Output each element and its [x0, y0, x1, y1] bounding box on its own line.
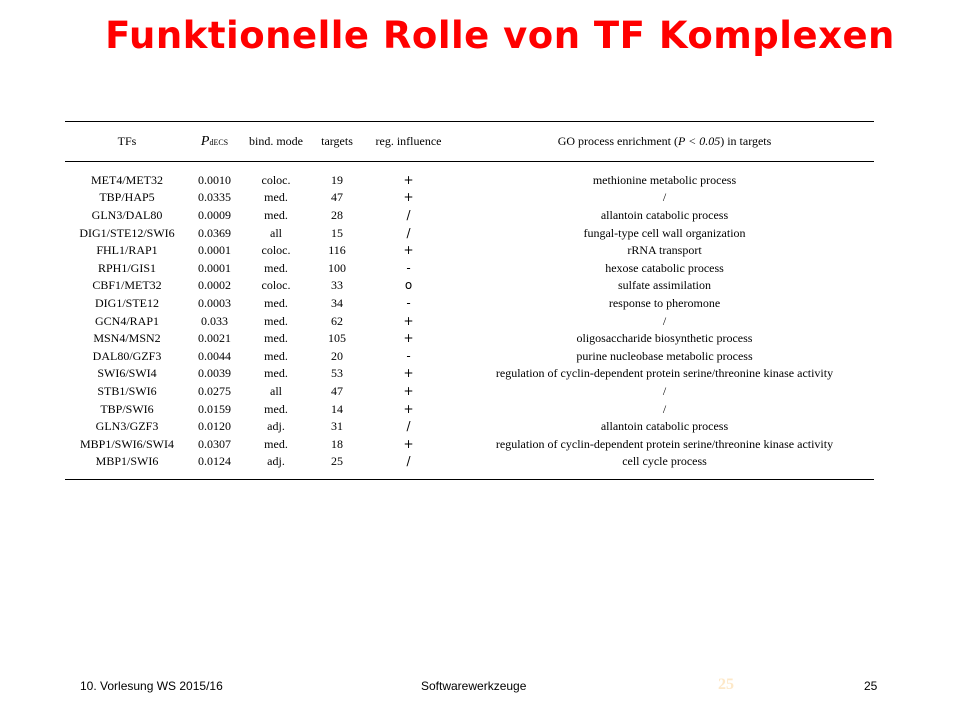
table-header [65, 122, 874, 162]
cell-bind-mode: adj. [267, 419, 285, 434]
cell-go-process: fungal-type cell wall organization [583, 225, 746, 240]
cell-reg-influence: / [406, 207, 411, 222]
cell-reg-influence: + [403, 383, 414, 398]
cell-tfs: FHL1/RAP1 [96, 243, 158, 258]
cell-go-process: sulfate assimilation [618, 278, 711, 293]
cell-p-decs: 0.0124 [189, 453, 240, 480]
table-row [65, 400, 874, 418]
cell-bind-mode: med. [264, 401, 288, 416]
cell-go-process: / [662, 313, 667, 328]
cell-go-process: response to pheromone [608, 295, 721, 310]
table-row [65, 417, 874, 435]
header-bind-mode: bind. mode [240, 122, 312, 162]
cell-targets: 105 [328, 331, 346, 346]
table-row [65, 294, 874, 312]
cell-bind-mode: coloc. [261, 172, 291, 187]
cell-targets: 100 [328, 260, 346, 275]
cell-tfs: DAL80/GZF3 [92, 348, 162, 363]
cell-tfs: GCN4/RAP1 [94, 313, 159, 328]
header-go-math: P < 0.05 [677, 134, 721, 148]
cell-tfs: SWI6/SWI4 [97, 366, 157, 381]
table-row [65, 241, 874, 259]
cell-reg-influence: + [403, 190, 414, 205]
table-row [65, 206, 874, 224]
cell-reg-influence: / [406, 225, 411, 240]
cell-go-process: purine nucleobase metabolic process [576, 348, 753, 363]
cell-p-decs: 0.033 [201, 313, 228, 328]
cell-targets: 34 [331, 295, 343, 310]
header-go-suffix: ) in targets [720, 134, 772, 148]
cell-tfs: TBP/HAP5 [99, 190, 155, 205]
cell-p-decs: 0.0039 [198, 366, 231, 381]
cell-tfs: MBP1/SWI6/SWI4 [79, 436, 174, 451]
cell-go-process: regulation of cyclin-dependent protein serine/threonine kinase activity [495, 366, 834, 381]
cell-reg-influence: + [403, 331, 414, 346]
cell-tfs: TBP/SWI6 [100, 401, 154, 416]
cell-targets: 116 [328, 243, 346, 258]
table-row [65, 365, 874, 383]
cell-targets: 31 [331, 419, 343, 434]
cell-tfs: MSN4/MSN2 [93, 331, 161, 346]
table-row [65, 259, 874, 277]
cell-p-decs: 0.0275 [198, 383, 231, 398]
cell-reg-influence: + [403, 313, 414, 328]
cell-tfs: STB1/SWI6 [97, 383, 157, 398]
table-row [65, 347, 874, 365]
cell-bind-mode: coloc. [261, 243, 291, 258]
cell-bind-mode: med. [264, 295, 288, 310]
cell-go-process: / [662, 401, 667, 416]
cell-go-process: / [662, 383, 667, 398]
footer-course: Softwarewerkzeuge [421, 679, 527, 693]
cell-go-process: allantoin catabolic process [600, 207, 729, 222]
cell-targets: 20 [331, 348, 343, 363]
cell-tfs: GLN3/GZF3 [95, 419, 159, 434]
cell-reg-influence: + [403, 436, 414, 451]
cell-targets: 47 [331, 190, 343, 205]
cell-bind-mode: med. [264, 313, 288, 328]
cell-p-decs: 0.0001 [198, 243, 231, 258]
cell-targets: 33 [331, 278, 343, 293]
cell-go-process: hexose catabolic process [605, 260, 724, 275]
cell-tfs: RPH1/GIS1 [97, 260, 156, 275]
cell-targets: 62 [331, 313, 343, 328]
header-tfs: TFs [65, 122, 189, 162]
cell-go-process: / [662, 190, 667, 205]
tf-complex-table [65, 121, 874, 480]
header-p-symbol: P [200, 133, 210, 149]
cell-reg-influence: o [404, 278, 413, 293]
cell-bind-mode: med. [264, 260, 288, 275]
cell-p-decs: 0.0001 [198, 260, 231, 275]
spacer-row [65, 162, 874, 172]
header-reg-influence: reg. influence [362, 122, 455, 162]
cell-p-decs: 0.0307 [198, 436, 231, 451]
table-row [65, 224, 874, 242]
slide-title: Funktionelle Rolle von TF Komplexen [105, 14, 895, 57]
cell-p-decs: 0.0003 [198, 295, 231, 310]
cell-targets: 15 [331, 225, 343, 240]
cell-p-decs: 0.0044 [198, 348, 231, 363]
cell-bind-mode: coloc. [261, 278, 291, 293]
cell-bind-mode: adj. [240, 453, 312, 480]
cell-reg-influence: / [406, 419, 411, 434]
cell-p-decs: 0.0120 [198, 419, 231, 434]
table-row [65, 329, 874, 347]
cell-go-process: allantoin catabolic process [600, 419, 729, 434]
table-row [65, 277, 874, 295]
table-row [65, 435, 874, 453]
cell-p-decs: 0.0021 [198, 331, 231, 346]
cell-bind-mode: med. [264, 436, 288, 451]
cell-go-process: oligosaccharide biosynthetic process [576, 331, 753, 346]
cell-bind-mode: med. [264, 207, 288, 222]
table-body [65, 162, 874, 480]
cell-p-decs: 0.0335 [198, 190, 231, 205]
cell-bind-mode: med. [264, 331, 288, 346]
table-row [65, 171, 874, 189]
cell-reg-influence: - [406, 348, 411, 363]
cell-bind-mode: all [270, 225, 282, 240]
cell-tfs: MET4/MET32 [91, 172, 163, 187]
footer-ghost-number: 25 [718, 676, 734, 693]
cell-tfs: DIG1/STE12/SWI6 [79, 225, 175, 240]
cell-targets: 47 [331, 383, 343, 398]
cell-reg-influence: - [406, 260, 411, 275]
cell-go-process: rRNA transport [627, 243, 702, 258]
cell-targets: 28 [331, 207, 343, 222]
table-row [65, 382, 874, 400]
table-row [65, 453, 874, 480]
footer-lecture: 10. Vorlesung WS 2015/16 [80, 679, 223, 693]
cell-reg-influence: + [403, 172, 414, 187]
header-p-decs [189, 122, 240, 162]
cell-go-process: methionine metabolic process [592, 172, 737, 187]
header-go-enrichment [455, 122, 874, 162]
cell-p-decs: 0.0369 [198, 225, 231, 240]
cell-targets: 25 [312, 453, 362, 480]
header-targets: targets [312, 122, 362, 162]
cell-bind-mode: all [270, 383, 282, 398]
table-container [65, 121, 874, 480]
header-go-prefix: GO process enrichment ( [557, 134, 678, 148]
cell-p-decs: 0.0159 [198, 401, 231, 416]
cell-p-decs: 0.0009 [198, 207, 231, 222]
footer-page-number: 25 [864, 679, 878, 693]
cell-bind-mode: med. [264, 366, 288, 381]
cell-targets: 14 [331, 401, 343, 416]
cell-tfs: GLN3/DAL80 [91, 207, 163, 222]
cell-go-process: cell cycle process [455, 453, 874, 480]
cell-targets: 19 [331, 172, 343, 187]
cell-reg-influence: + [403, 243, 414, 258]
cell-reg-influence: - [406, 295, 411, 310]
cell-reg-influence: + [403, 366, 414, 381]
table-row [65, 189, 874, 207]
cell-p-decs: 0.0010 [198, 172, 231, 187]
cell-go-process: regulation of cyclin-dependent protein serine/threonine kinase activity [495, 436, 834, 451]
cell-reg-influence: / [362, 453, 455, 480]
header-p-subscript: dECS [209, 137, 229, 147]
cell-targets: 53 [331, 366, 343, 381]
cell-reg-influence: + [403, 401, 414, 416]
cell-tfs: DIG1/STE12 [95, 295, 159, 310]
cell-tfs: MBP1/SWI6 [65, 453, 189, 480]
cell-tfs: CBF1/MET32 [92, 278, 162, 293]
cell-bind-mode: med. [264, 190, 288, 205]
header-row [65, 122, 874, 162]
cell-targets: 18 [331, 436, 343, 451]
table-row [65, 312, 874, 330]
cell-p-decs: 0.0002 [198, 278, 231, 293]
cell-bind-mode: med. [264, 348, 288, 363]
